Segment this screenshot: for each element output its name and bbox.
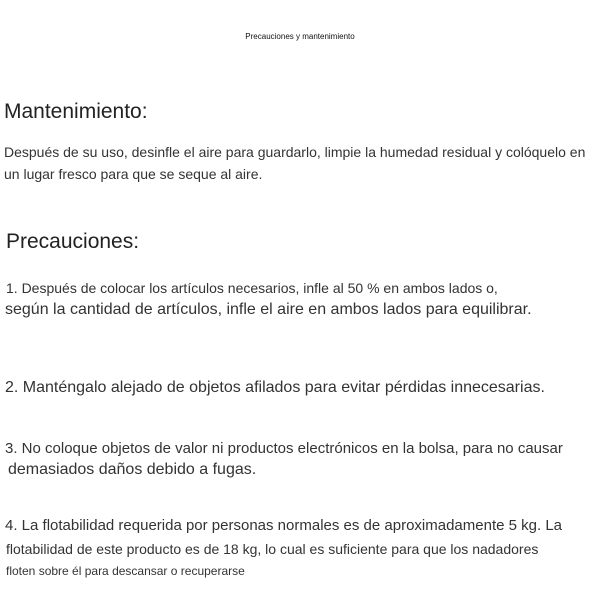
page-title: Precauciones y mantenimiento: [245, 32, 355, 41]
precaution-item-4-line: floten sobre él para descansar o recuperarse: [6, 564, 245, 578]
precaution-item-3-line: demasiados daños debido a fugas.: [8, 461, 257, 478]
precaution-item-4-line: flotabilidad de este producto es de 18 kg, lo cual es suficiente para que los nadadores: [6, 541, 539, 557]
precaution-item-4-line: 4. La flotabilidad requerida por personas normales es de aproximadamente 5 kg. La: [5, 517, 563, 534]
maintenance-text-line: un lugar fresco para que se seque al aire.: [4, 166, 263, 182]
precautions-heading: Precauciones:: [6, 230, 140, 253]
precaution-item-1-line: según la cantidad de artículos, infle el aire en ambos lados para equilibrar.: [5, 301, 532, 318]
maintenance-heading: Mantenimiento:: [4, 100, 148, 123]
precaution-item-3-line: 3. No coloque objetos de valor ni productos electrónicos en la bolsa, para no causar: [5, 440, 563, 457]
precaution-item-2-line: 2. Manténgalo alejado de objetos afilados para evitar pérdidas innecesarias.: [5, 379, 545, 396]
maintenance-text-line: Después de su uso, desinfle el aire para guardarlo, limpie la humedad residual y colóquelo en: [4, 144, 586, 160]
precaution-item-1-line: 1. Después de colocar los artículos necesarios, infle al 50 % en ambos lados o,: [6, 280, 498, 296]
